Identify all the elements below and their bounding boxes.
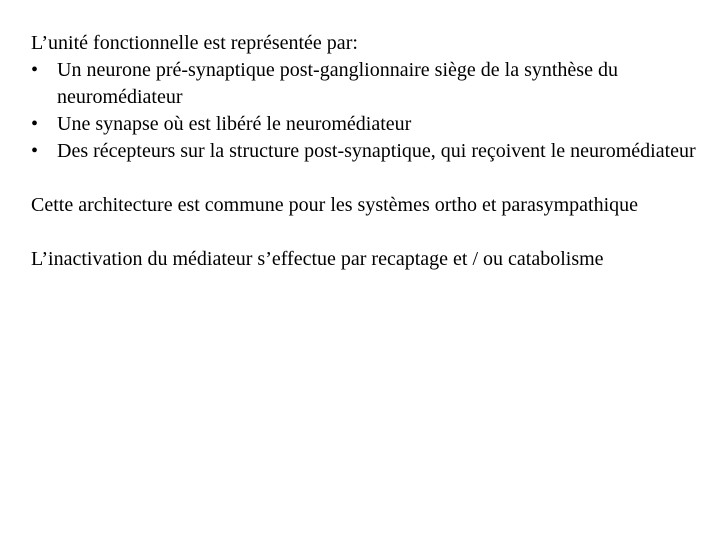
architecture-paragraph: Cette architecture est commune pour les systèmes ortho et parasympathique: [31, 194, 639, 216]
bullet-list: [31, 57, 701, 165]
bullet-text: Une synapse où est libéré le neuromédiateur: [57, 113, 412, 135]
bullet-icon: •: [31, 59, 39, 81]
slide-content: [31, 30, 701, 273]
bullet-icon: •: [31, 140, 39, 162]
intro-text: L’unité fonctionnelle est représentée par:: [31, 32, 358, 54]
bullet-text: Des récepteurs sur la structure post-synaptique, qui reçoivent le neuromédiateur: [57, 140, 696, 162]
bullet-item: [31, 111, 701, 138]
bullet-icon: •: [31, 113, 39, 135]
inactivation-paragraph: L’inactivation du médiateur s’effectue par recaptage et / ou catabolisme: [31, 248, 604, 270]
bullet-item: [31, 138, 701, 165]
bullet-item: [31, 57, 701, 111]
bullet-text: Un neurone pré-synaptique post-ganglionnaire siège de la synthèse du neuromédiateur: [57, 59, 618, 108]
